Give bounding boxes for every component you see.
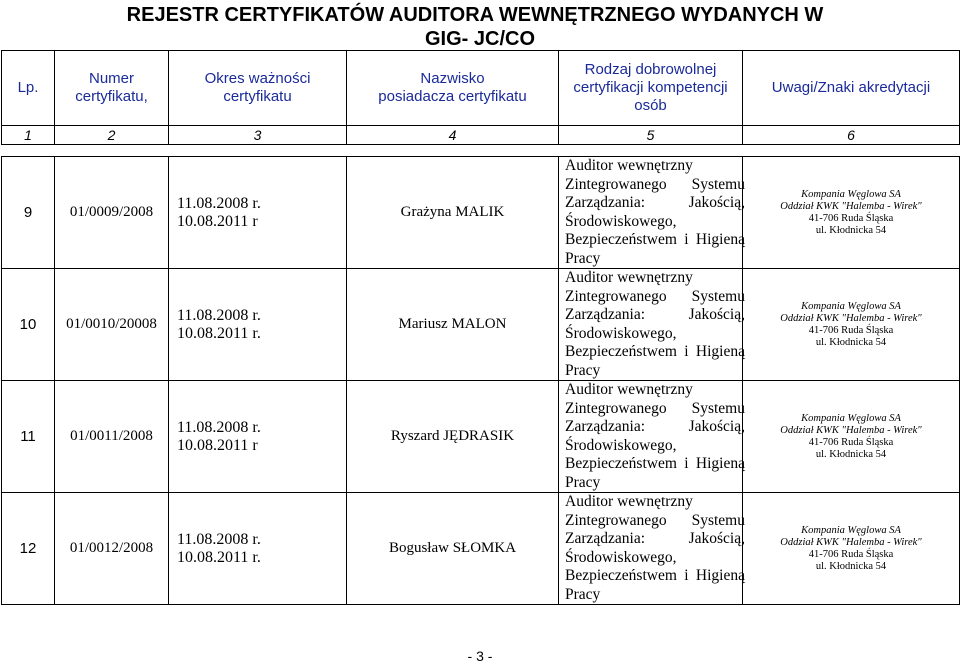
note-line: 41-706 Ruda Śląska bbox=[808, 212, 894, 224]
certification-kind-line: Bezpieczeństwem i Higieną bbox=[565, 343, 745, 360]
certification-kind-line: Bezpieczeństwem i Higieną bbox=[565, 455, 745, 472]
certification-kind-line: Środowiskowego, bbox=[565, 436, 677, 454]
date-to: 10.08.2011 r bbox=[177, 436, 258, 454]
column-number-5: 5 bbox=[559, 126, 743, 145]
certification-kind-line: Zarządzania: Jakością, bbox=[565, 418, 745, 435]
date-to: 10.08.2011 r. bbox=[177, 324, 261, 342]
certification-kind-line: Auditor wewnętrzny bbox=[565, 269, 693, 286]
date-from: 11.08.2008 r. bbox=[177, 530, 261, 548]
column-number-3: 3 bbox=[169, 126, 347, 145]
cell-validity-period bbox=[169, 157, 347, 269]
date-from: 11.08.2008 r. bbox=[177, 194, 261, 212]
cell-validity-period bbox=[169, 269, 347, 381]
cell-holder-name: Mariusz MALON bbox=[347, 269, 559, 381]
document-title-line-2: GIG- JC/CO bbox=[424, 28, 535, 50]
header-notes: Uwagi/Znaki akredytacji bbox=[743, 51, 960, 126]
note-line: ul. Kłodnicka 54 bbox=[815, 224, 887, 236]
header-kind-line-1: Rodzaj dobrowolnej bbox=[584, 61, 717, 78]
note-line: Oddział KWK "Halemba - Wirek" bbox=[780, 424, 922, 436]
note-line: Kompania Węglowa SA bbox=[801, 300, 901, 312]
cell-notes bbox=[743, 493, 960, 605]
table-row bbox=[2, 157, 960, 269]
certification-kind-line: Pracy bbox=[565, 473, 601, 491]
certification-kind-line: Pracy bbox=[565, 585, 601, 603]
certification-kind-line: Bezpieczeństwem i Higieną bbox=[565, 567, 745, 584]
header-lp: Lp. bbox=[2, 51, 55, 126]
cell-lp: 11 bbox=[2, 381, 55, 493]
note-line: 41-706 Ruda Śląska bbox=[808, 324, 894, 336]
cell-holder-name: Bogusław SŁOMKA bbox=[347, 493, 559, 605]
certification-kind-line: Zintegrowanego Systemu bbox=[565, 287, 745, 305]
document-title-line-1: REJESTR CERTYFIKATÓW AUDITORA WEWNĘTRZNEGO WYDANYCH W bbox=[126, 4, 824, 26]
date-to: 10.08.2011 r. bbox=[177, 548, 261, 566]
register-table-header bbox=[1, 50, 960, 145]
cell-certification-kind bbox=[559, 157, 743, 269]
note-line: Kompania Węglowa SA bbox=[801, 188, 901, 200]
header-validity-period bbox=[169, 51, 347, 126]
cell-certification-kind bbox=[559, 269, 743, 381]
note-line: Kompania Węglowa SA bbox=[801, 524, 901, 536]
cell-lp: 10 bbox=[2, 269, 55, 381]
header-holder-name bbox=[347, 51, 559, 126]
note-line: Oddział KWK "Halemba - Wirek" bbox=[780, 536, 922, 548]
table-row bbox=[2, 493, 960, 605]
note-line: ul. Kłodnicka 54 bbox=[815, 448, 887, 460]
header-validity-line-1: Okres ważności bbox=[204, 70, 311, 87]
note-line: 41-706 Ruda Śląska bbox=[808, 436, 894, 448]
header-name-line-1: Nazwisko bbox=[420, 70, 485, 87]
certification-kind-line: Zarządzania: Jakością, bbox=[565, 530, 745, 547]
note-line: Oddział KWK "Halemba - Wirek" bbox=[780, 312, 922, 324]
cell-validity-period bbox=[169, 493, 347, 605]
header-kind-line-2: certyfikacji kompetencji bbox=[573, 79, 728, 96]
note-line: ul. Kłodnicka 54 bbox=[815, 560, 887, 572]
certification-kind-line: Pracy bbox=[565, 361, 601, 379]
header-number-line-1: Numer bbox=[88, 70, 134, 87]
column-number-6: 6 bbox=[743, 126, 960, 145]
column-number-2: 2 bbox=[55, 126, 169, 145]
certification-kind-line: Środowiskowego, bbox=[565, 324, 677, 342]
header-kind-line-3: osób bbox=[634, 97, 667, 114]
certification-kind-line: Auditor wewnętrzny bbox=[565, 493, 693, 510]
certification-kind-line: Środowiskowego, bbox=[565, 212, 677, 230]
cell-holder-name: Ryszard JĘDRASIK bbox=[347, 381, 559, 493]
cell-certificate-number: 01/0010/20008 bbox=[55, 269, 169, 381]
certification-kind-line: Zarządzania: Jakością, bbox=[565, 194, 745, 211]
note-line: Kompania Węglowa SA bbox=[801, 412, 901, 424]
certification-kind-line: Zarządzania: Jakością, bbox=[565, 306, 745, 323]
note-line: Oddział KWK "Halemba - Wirek" bbox=[780, 200, 922, 212]
certification-kind-line: Zintegrowanego Systemu bbox=[565, 511, 745, 529]
cell-certification-kind bbox=[559, 493, 743, 605]
header-certification-kind bbox=[559, 51, 743, 126]
header-name-line-2: posiadacza certyfikatu bbox=[378, 88, 527, 105]
page-number: - 3 - bbox=[467, 648, 493, 664]
table-row bbox=[2, 381, 960, 493]
certification-kind-line: Zintegrowanego Systemu bbox=[565, 399, 745, 417]
certification-kind-line: Auditor wewnętrzny bbox=[565, 381, 693, 398]
cell-lp: 12 bbox=[2, 493, 55, 605]
cell-holder-name: Grażyna MALIK bbox=[347, 157, 559, 269]
cell-validity-period bbox=[169, 381, 347, 493]
header-validity-line-2: certyfikatu bbox=[223, 88, 292, 105]
cell-notes bbox=[743, 157, 960, 269]
cell-certification-kind bbox=[559, 381, 743, 493]
register-table-body bbox=[1, 156, 960, 605]
date-from: 11.08.2008 r. bbox=[177, 418, 261, 436]
cell-certificate-number: 01/0011/2008 bbox=[55, 381, 169, 493]
header-certificate-number bbox=[55, 51, 169, 126]
cell-notes bbox=[743, 381, 960, 493]
note-line: ul. Kłodnicka 54 bbox=[815, 336, 887, 348]
header-number-line-2: certyfikatu, bbox=[75, 88, 148, 105]
date-from: 11.08.2008 r. bbox=[177, 306, 261, 324]
column-number-1: 1 bbox=[2, 126, 55, 145]
table-row bbox=[2, 269, 960, 381]
certification-kind-line: Środowiskowego, bbox=[565, 548, 677, 566]
note-line: 41-706 Ruda Śląska bbox=[808, 548, 894, 560]
cell-notes bbox=[743, 269, 960, 381]
cell-certificate-number: 01/0012/2008 bbox=[55, 493, 169, 605]
certification-kind-line: Auditor wewnętrzny bbox=[565, 157, 693, 174]
column-number-4: 4 bbox=[347, 126, 559, 145]
certification-kind-line: Pracy bbox=[565, 249, 601, 267]
certification-kind-line: Zintegrowanego Systemu bbox=[565, 175, 745, 193]
cell-lp: 9 bbox=[2, 157, 55, 269]
certification-kind-line: Bezpieczeństwem i Higieną bbox=[565, 231, 745, 248]
cell-certificate-number: 01/0009/2008 bbox=[55, 157, 169, 269]
date-to: 10.08.2011 r bbox=[177, 212, 258, 230]
